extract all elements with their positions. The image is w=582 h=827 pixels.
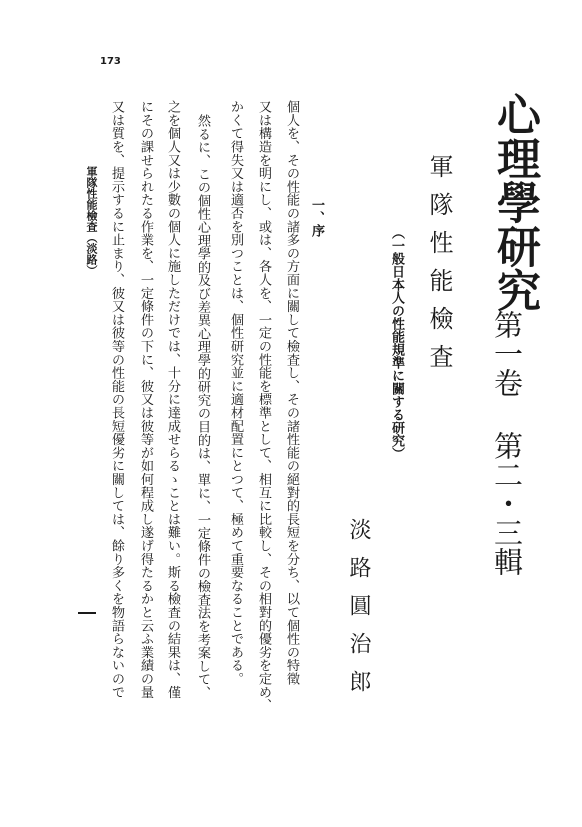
body-line: 之を個人又は少數の個人に施しただけでは、十分に達成せらるゝことは難い。斯る檢査の結果は、僅 xyxy=(165,100,180,699)
body-line: かくて得失又は適否を別つことは、個性研究並に適材配置にとつて、極めて重要なることである。 xyxy=(228,100,243,686)
journal-title: 心理學研究 xyxy=(489,92,540,312)
article-subtitle: （一般日本人の性能規準に關する研究） xyxy=(389,226,404,460)
body-line: 然るに、この個性心理學的及び差異心理學的研究の目的は、單に、一定條件の檢査法を考案して、 xyxy=(195,114,210,700)
body-line: 又は質を、提示するに止まり、彼又は彼等の性能の長短優劣に關しては、餘り多くを物語らないので xyxy=(109,100,124,699)
page-number: 173 xyxy=(100,56,121,67)
journal-volume: 第一卷 第二・三輯 xyxy=(490,310,524,576)
author-name: 淡路圓治郎 xyxy=(346,518,371,708)
running-head: 軍隊性能檢査（淡路） xyxy=(85,166,98,276)
body-line: にその課せられたる作業を、一定條件の下に、彼又は彼等が如何程成し遂げ得たるかと云ふ業績の量 xyxy=(138,100,153,699)
body-line: 又は構造を明にし、或は、各人を、一定の性能を標準として、相互に比較し、その相對的優劣を定め、 xyxy=(256,100,271,712)
body-line: 個人を、その性能の諸多の方面に關して檢査し、その諸性能の絕對的長短を分ち、以て個性の特徵 xyxy=(284,100,299,686)
section-heading: 一、序 xyxy=(309,198,324,237)
footer-mark xyxy=(78,612,96,614)
article-title: 軍隊性能檢査 xyxy=(425,154,453,382)
